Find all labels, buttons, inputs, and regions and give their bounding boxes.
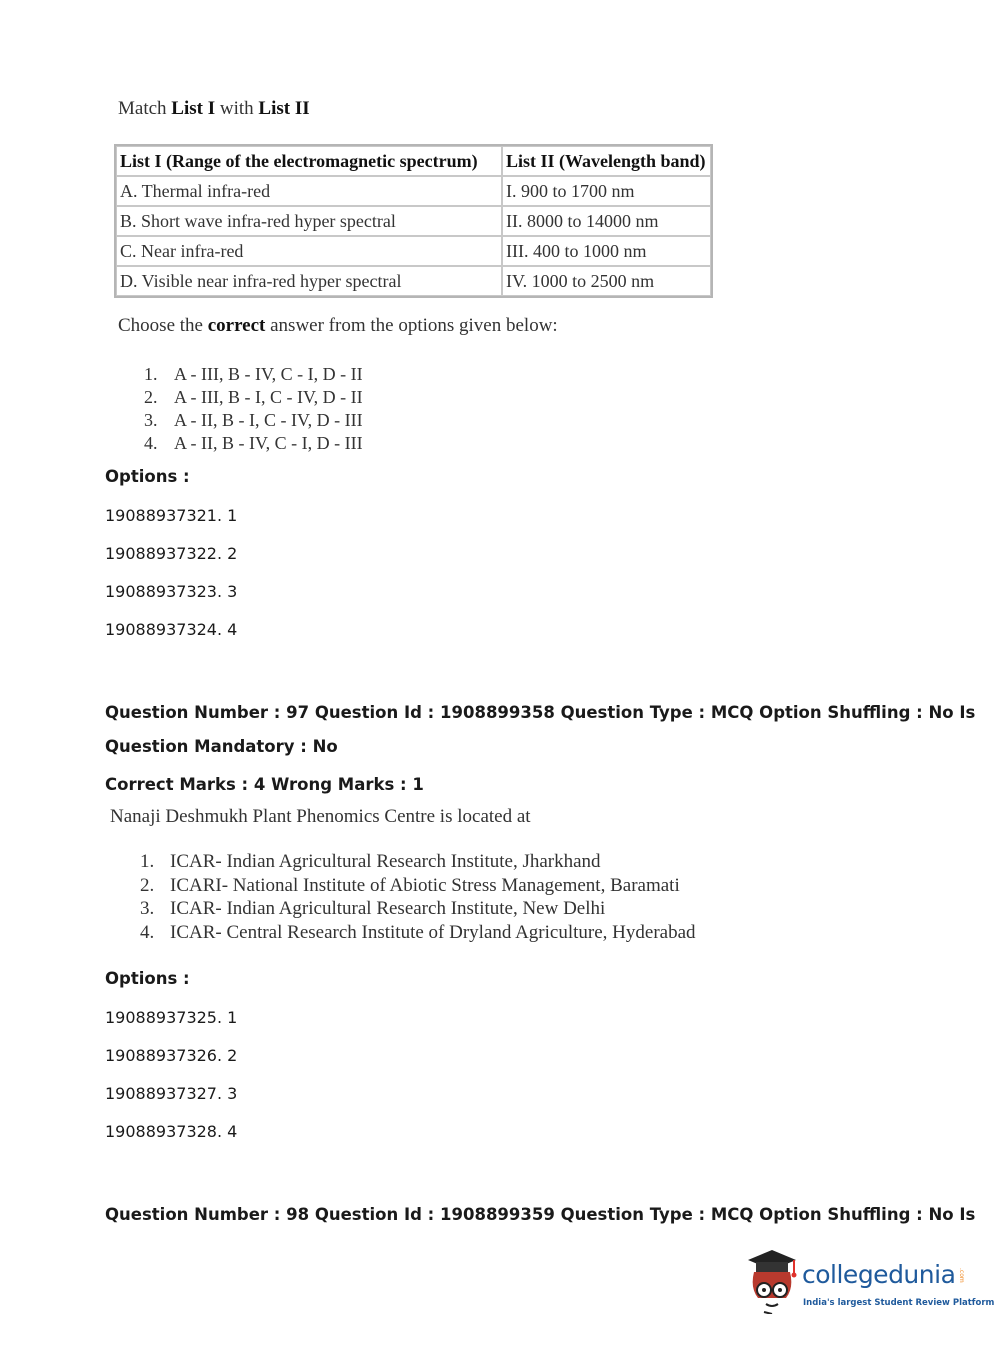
choice-number: 1.	[140, 851, 155, 872]
options-label: Options :	[105, 467, 190, 486]
choice-number: 1.	[144, 364, 158, 384]
table-row	[116, 206, 711, 236]
choice-text: A - II, B - I, C - IV, D - III	[174, 410, 363, 430]
question-97-mandatory: Question Mandatory : No	[105, 737, 338, 756]
list-item	[144, 409, 363, 432]
question-96-choices	[144, 363, 363, 455]
choice-number: 3.	[140, 898, 155, 919]
logo-tagline: India's largest Student Review Platform	[803, 1298, 995, 1308]
choose-text: Choose the	[118, 315, 208, 336]
question-98-header: Question Number : 98 Question Id : 1908899359 Question Type : MCQ Option Shuffling : No Is	[105, 1205, 976, 1224]
table-row	[116, 176, 711, 206]
intro-text: Match	[118, 98, 172, 119]
question-97-header: Question Number : 97 Question Id : 1908899358 Question Type : MCQ Option Shuffling : No Is	[105, 703, 976, 722]
table-header-row	[116, 146, 711, 176]
choice-number: 4.	[144, 433, 158, 453]
list-item	[140, 850, 696, 874]
choice-text: ICARI- National Institute of Abiotic Stress Management, Baramati	[170, 874, 680, 896]
choice-text: ICAR- Indian Agricultural Research Institute, Jharkhand	[170, 851, 601, 872]
choice-text: ICAR- Indian Agricultural Research Institute, New Delhi	[170, 898, 606, 919]
option-item: 19088937323. 3	[105, 582, 238, 601]
option-item: 19088937326. 2	[105, 1046, 238, 1065]
list-item	[144, 363, 363, 386]
list-item	[144, 386, 363, 409]
choice-number: 2.	[140, 874, 155, 896]
table-header-cell: List I (Range of the electromagnetic spectrum)	[116, 146, 502, 176]
intro-text: with	[215, 98, 259, 119]
logo-suffix: .com	[958, 1268, 965, 1283]
table-cell: IV. 1000 to 2500 nm	[502, 266, 711, 296]
choice-number: 4.	[140, 921, 155, 943]
question-97-choices	[140, 850, 696, 944]
option-item: 19088937321. 1	[105, 506, 238, 525]
question-97-text: Nanaji Deshmukh Plant Phenomics Centre is located at	[110, 806, 531, 827]
choose-text: answer from the options given below:	[265, 315, 558, 336]
choice-number: 3.	[144, 410, 158, 430]
choice-text: A - III, B - I, C - IV, D - II	[174, 387, 363, 407]
option-item: 19088937322. 2	[105, 544, 238, 563]
table-row	[116, 236, 711, 266]
table-row	[116, 266, 711, 296]
match-table	[114, 144, 713, 298]
list-item	[140, 897, 696, 921]
option-item: 19088937324. 4	[105, 620, 238, 639]
choice-text: A - III, B - IV, C - I, D - II	[174, 364, 363, 384]
intro-list1: List I	[171, 98, 216, 119]
options-label: Options :	[105, 969, 190, 988]
option-item: 19088937325. 1	[105, 1008, 238, 1027]
option-item: 19088937327. 3	[105, 1084, 238, 1103]
table-cell: D. Visible near infra-red hyper spectral	[116, 266, 502, 296]
table-header-cell: List II (Wavelength band)	[502, 146, 711, 176]
choose-bold: correct	[207, 315, 266, 336]
choice-text: ICAR- Central Research Institute of Dryland Agriculture, Hyderabad	[170, 921, 696, 943]
collegedunia-logo	[742, 1248, 995, 1314]
table-cell: C. Near infra-red	[116, 236, 502, 266]
option-item: 19088937328. 4	[105, 1122, 238, 1141]
mascot-icon	[742, 1248, 802, 1314]
table-cell: II. 8000 to 14000 nm	[502, 206, 711, 236]
list-item	[144, 432, 363, 455]
intro-list2: List II	[258, 98, 310, 119]
choice-number: 2.	[144, 387, 158, 407]
question-97-marks: Correct Marks : 4 Wrong Marks : 1	[105, 775, 424, 794]
question-96-intro	[118, 98, 310, 120]
choose-instruction	[118, 315, 558, 337]
list-item	[140, 874, 696, 898]
table-cell: B. Short wave infra-red hyper spectral	[116, 206, 502, 236]
choice-text: A - II, B - IV, C - I, D - III	[174, 433, 363, 453]
list-item	[140, 921, 696, 945]
table-cell: III. 400 to 1000 nm	[502, 236, 711, 266]
table-cell: A. Thermal infra-red	[116, 176, 502, 206]
table-cell: I. 900 to 1700 nm	[502, 176, 711, 206]
logo-brand: collegedunia	[802, 1260, 956, 1289]
